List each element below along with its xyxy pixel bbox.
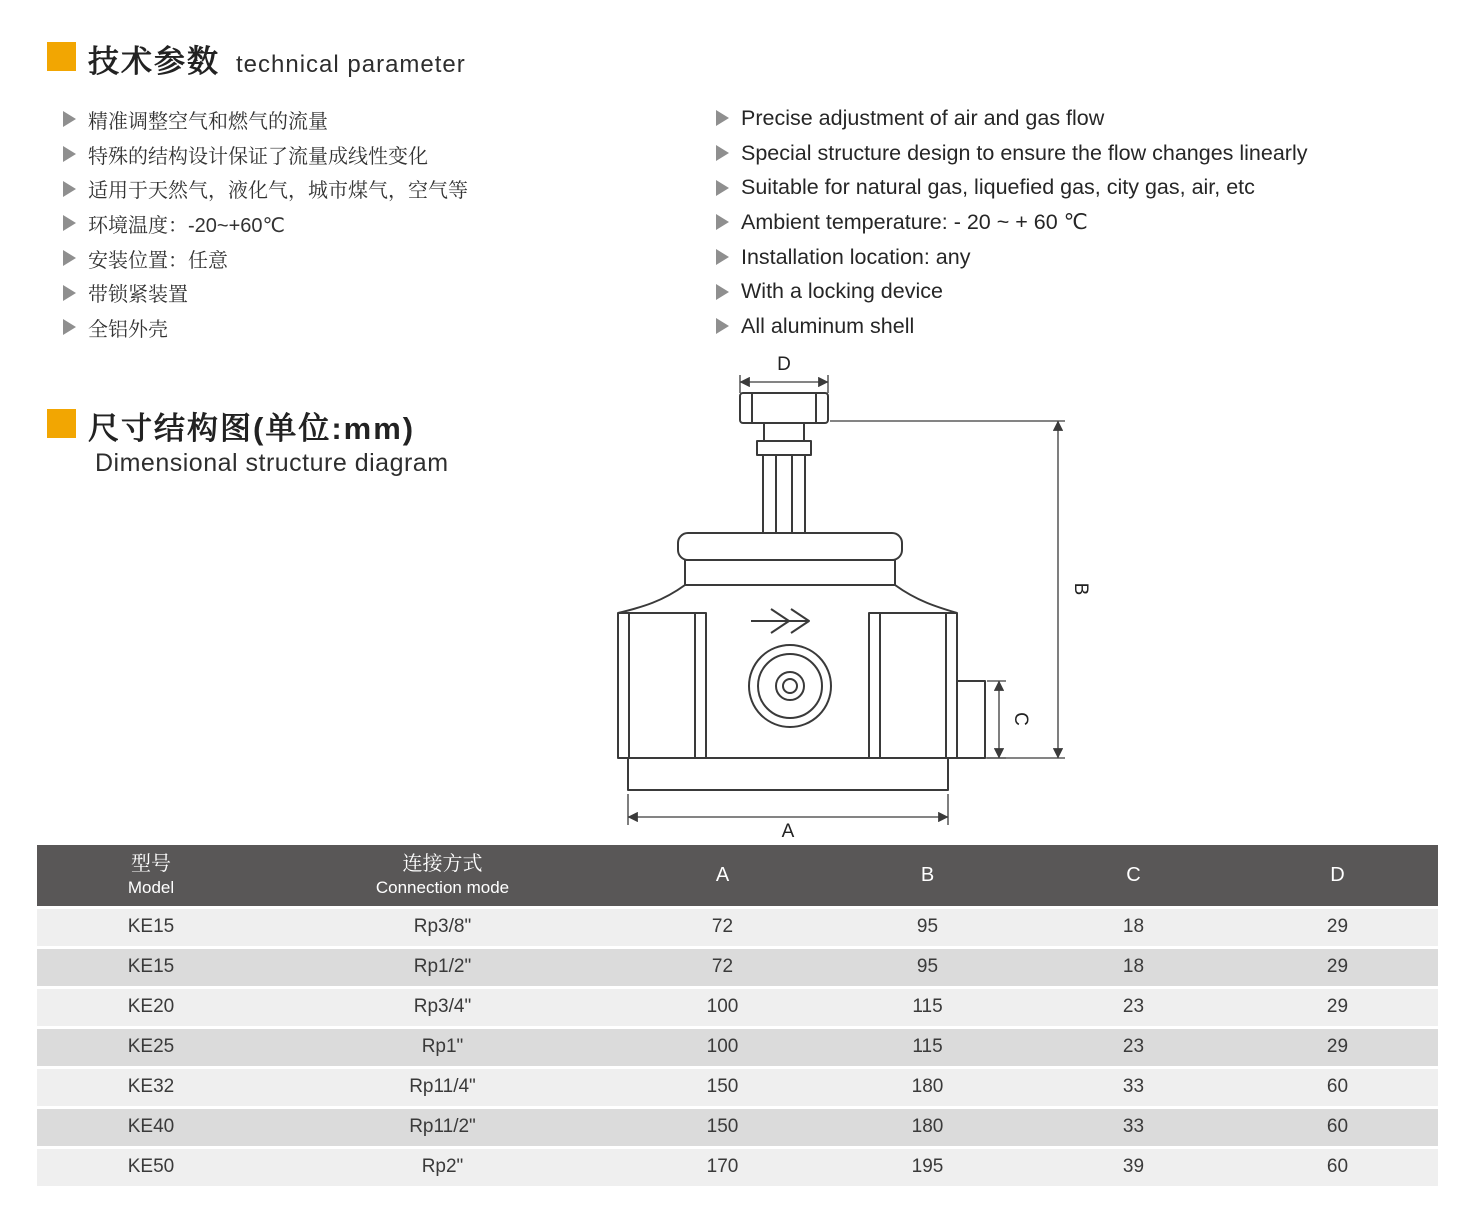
cell-a: 150: [620, 1107, 825, 1147]
valve-base: [628, 758, 948, 790]
header-model-zh: 型号: [131, 853, 171, 876]
cell-b: 180: [825, 1067, 1030, 1107]
bullet-arrow-icon: [63, 146, 76, 162]
cell-d: 60: [1237, 1107, 1438, 1147]
header-model-en: Model: [127, 878, 175, 898]
bullet-arrow-icon: [716, 180, 729, 196]
bullet-arrow-icon: [716, 284, 729, 300]
table-row: [37, 947, 1438, 987]
cell-a: 170: [620, 1147, 825, 1187]
cell-connection: Rp1": [265, 1027, 620, 1067]
cell-d: 29: [1237, 947, 1438, 987]
valve-knob: [740, 393, 828, 423]
flow-direction-arrow-icon: [751, 609, 809, 633]
cell-b: 115: [825, 987, 1030, 1027]
cell-c: 23: [1030, 987, 1237, 1027]
valve-port-left: [618, 613, 706, 758]
bullet-arrow-icon: [716, 145, 729, 161]
tech-params-list-zh: [63, 102, 468, 345]
dim-label-c: C: [1010, 712, 1031, 726]
bullet-arrow-icon: [63, 250, 76, 266]
cell-connection: Rp11/2": [265, 1107, 620, 1147]
cell-model: KE50: [37, 1147, 265, 1187]
cell-connection: Rp1/2": [265, 947, 620, 987]
cell-model: KE32: [37, 1067, 265, 1107]
cell-d: 60: [1237, 1067, 1438, 1107]
list-item: [716, 136, 1308, 171]
list-item: [716, 205, 1308, 240]
bullet-text: Installation location: any: [741, 244, 971, 269]
bullet-arrow-icon: [63, 111, 76, 127]
cell-a: 72: [620, 907, 825, 947]
cell-c: 33: [1030, 1107, 1237, 1147]
cell-connection: Rp3/8": [265, 907, 620, 947]
section1-accent-square: [47, 42, 76, 71]
cell-connection: Rp11/4": [265, 1067, 620, 1107]
header-model: [37, 845, 265, 907]
bullet-text: Suitable for natural gas, liquefied gas, city gas, air, etc: [741, 175, 1255, 200]
cell-model: KE15: [37, 947, 265, 987]
header-dim-c: C: [1030, 845, 1237, 907]
cell-d: 60: [1237, 1147, 1438, 1187]
cell-model: KE15: [37, 907, 265, 947]
cell-c: 18: [1030, 947, 1237, 987]
dim-label-a: A: [781, 821, 795, 842]
list-item: [63, 310, 468, 345]
cell-connection: Rp3/4": [265, 987, 620, 1027]
bullet-arrow-icon: [716, 214, 729, 230]
cell-b: 195: [825, 1147, 1030, 1187]
bullet-text: 全铝外壳: [88, 318, 168, 341]
spec-table: [37, 845, 1438, 1189]
bullet-arrow-icon: [63, 215, 76, 231]
cell-c: 18: [1030, 907, 1237, 947]
cell-d: 29: [1237, 907, 1438, 947]
bullet-arrow-icon: [63, 181, 76, 197]
dim-section-title-zh: 尺寸结构图(单位:mm): [88, 411, 416, 446]
list-item: [63, 171, 468, 206]
cell-model: KE25: [37, 1027, 265, 1067]
header-dim-b: B: [825, 845, 1030, 907]
list-item: [63, 102, 468, 137]
table-row: [37, 987, 1438, 1027]
bullet-text: Precise adjustment of air and gas flow: [741, 105, 1105, 130]
tech-params-list-en: [716, 101, 1308, 344]
cell-b: 115: [825, 1027, 1030, 1067]
list-item: [716, 240, 1308, 275]
bullet-arrow-icon: [716, 318, 729, 334]
list-item: [716, 170, 1308, 205]
cell-d: 29: [1237, 987, 1438, 1027]
bullet-arrow-icon: [63, 319, 76, 335]
table-row: [37, 1027, 1438, 1067]
bullet-arrow-icon: [716, 249, 729, 265]
table-row: [37, 1067, 1438, 1107]
list-item: [716, 101, 1308, 136]
cell-b: 180: [825, 1107, 1030, 1147]
bullet-text: 适用于天然气，液化气，城市煤气，空气等: [88, 180, 468, 203]
tech-params-title-en: technical parameter: [236, 51, 466, 78]
valve-outline: [618, 393, 985, 790]
cell-model: KE20: [37, 987, 265, 1027]
section2-accent-square: [47, 409, 76, 438]
spec-table-container: [37, 845, 1438, 1189]
cell-d: 29: [1237, 1027, 1438, 1067]
cell-b: 95: [825, 907, 1030, 947]
list-item: [63, 137, 468, 172]
header-dim-d: D: [1237, 845, 1438, 907]
list-item: [63, 206, 468, 241]
bullet-text: 环境温度：-20~+60℃: [88, 214, 285, 237]
bullet-text: 安装位置：任意: [88, 249, 228, 272]
table-header-row: [37, 845, 1438, 907]
bullet-text: 精准调整空气和燃气的流量: [88, 110, 328, 133]
list-item: [63, 275, 468, 310]
dim-label-b: B: [1070, 582, 1091, 596]
table-row: [37, 1107, 1438, 1147]
table-row: [37, 1147, 1438, 1187]
cell-connection: Rp2": [265, 1147, 620, 1187]
table-row: [37, 907, 1438, 947]
tech-params-title-zh: 技术参数: [88, 44, 220, 79]
cell-c: 33: [1030, 1067, 1237, 1107]
valve-dial: [749, 645, 831, 727]
cell-b: 95: [825, 947, 1030, 987]
bullet-text: 特殊的结构设计保证了流量成线性变化: [88, 145, 428, 168]
header-connection-zh: 连接方式: [402, 853, 483, 876]
bullet-arrow-icon: [716, 110, 729, 126]
list-item: [716, 309, 1308, 344]
dim-label-d: D: [777, 354, 791, 375]
cell-a: 150: [620, 1067, 825, 1107]
valve-port-right: [869, 613, 957, 758]
bullet-text: Ambient temperature: - 20 ~ + 60 ℃: [741, 209, 1088, 234]
bullet-text: With a locking device: [741, 279, 943, 304]
bullet-text: All aluminum shell: [741, 313, 915, 338]
header-connection-en: Connection mode: [375, 878, 510, 898]
bullet-text: Special structure design to ensure the flow changes linearly: [741, 140, 1308, 165]
cell-c: 23: [1030, 1027, 1237, 1067]
cell-a: 100: [620, 1027, 825, 1067]
bullet-text: 带锁紧装置: [88, 284, 188, 307]
header-dim-a: A: [620, 845, 825, 907]
dim-section-title: [88, 403, 415, 448]
list-item: [716, 274, 1308, 309]
valve-dimensional-diagram: [605, 353, 1105, 848]
tech-params-title: [88, 36, 466, 81]
valve-stem: [763, 455, 805, 533]
dimension-labels: [777, 354, 1091, 842]
bullet-arrow-icon: [63, 285, 76, 301]
valve-bonnet: [678, 533, 902, 560]
dim-section-title-en: Dimensional structure diagram: [95, 449, 449, 477]
header-connection-mode: [265, 845, 620, 907]
list-item: [63, 241, 468, 276]
cell-c: 39: [1030, 1147, 1237, 1187]
cell-a: 100: [620, 987, 825, 1027]
cell-model: KE40: [37, 1107, 265, 1147]
cell-a: 72: [620, 947, 825, 987]
